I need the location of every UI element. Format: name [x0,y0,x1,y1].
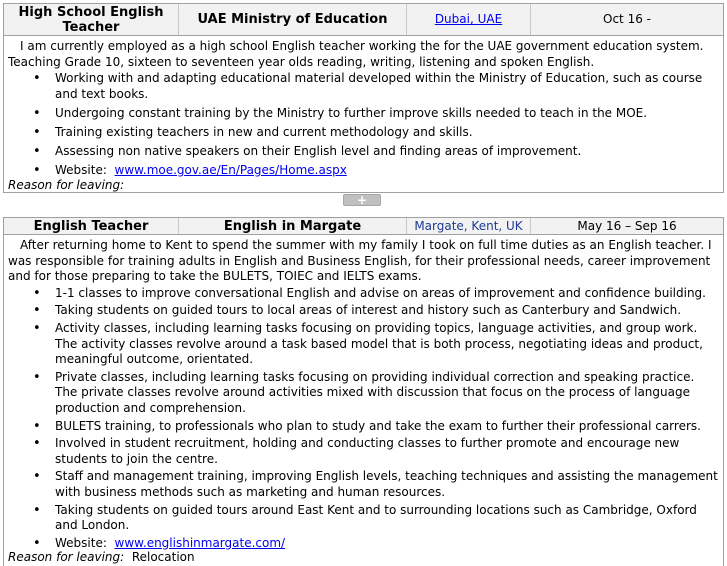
reason-label: Reason for leaving: [8,550,125,565]
duty-item: • Taking students on guided tours to local areas of interest and history such as Canterbury and Sandwich. [55,303,720,319]
duty-item: • Assessing non native speakers on their English level and finding areas of improvement. [55,144,720,160]
duty-item: • Training existing teachers in new and current methodology and skills. [55,125,720,141]
job-header [4,4,723,36]
reason-line [8,178,720,194]
job-dates: May 16 – Sep 16 [577,218,677,233]
job-entry [3,217,724,566]
website-label: Website: [55,163,107,178]
plus-icon: + [356,193,368,207]
duty-list [8,286,720,552]
website-label: Website: [55,535,107,550]
job-location: Margate, Kent, UK [407,218,531,234]
job-intro: After returning home to Kent to spend the summer with my family I took on full time duties as an English teacher. I was responsible for training adults in English and Business English, for their professional needs, career improvement and for those preparing to take the BULETS, TOIEC and IELTS exams. [8,238,712,284]
add-entry-button[interactable] [343,194,381,206]
duty-item: • Involved in student recruitment, holding and conducting classes to further promote and encourage new students to join the centre. [55,436,720,467]
duty-item: • 1-1 classes to improve conversational English and advise on areas of improvement and confidence building. [55,286,720,302]
duty-list [8,71,720,179]
job-title: English Teacher [4,218,179,234]
job-intro: I am currently employed as a high school English teacher working the for the UAE government education system. Teaching Grade 10, sixteen to seventeen year olds reading, writing, listening and spoken English. [8,39,704,69]
reason-label: Reason for leaving: [8,178,125,193]
duty-item: • Undergoing constant training by the Ministry to further improve skills needed to teach in the MOE. [55,106,720,122]
website-link[interactable]: www.englishinmargate.com/ [114,535,286,550]
duty-item: • Taking students on guided tours around East Kent and to surrounding locations such as Cambridge, Oxford and London. [55,503,720,534]
job-dates: Oct 16 - [603,12,651,26]
job-title: High School English Teacher [4,4,179,35]
duty-item: • Staff and management training, improving English levels, teaching techniques and assisting the management with business methods such as marketing and human resources. [55,469,720,500]
duty-item: • Activity classes, including learning tasks focusing on providing topics, language activities, and group work. The activity classes revolve around a task based model that is both process, negotiating ideas and product, meaningful outcome, orientated. [55,321,720,368]
job-header [4,218,723,235]
reason-value: Relocation [131,550,195,565]
website-link[interactable]: www.moe.gov.ae/En/Pages/Home.aspx [114,163,347,178]
duty-item: • BULETS training, to professionals who plan to study and take the exam to further their professional carrers. [55,419,720,435]
job-entry [3,3,724,193]
website-line [55,163,720,179]
job-description[interactable] [4,36,723,194]
job-location[interactable]: Dubai, UAE [434,12,503,26]
job-description[interactable] [4,235,723,566]
website-line [55,536,720,552]
job-location-link[interactable] [407,4,531,35]
employer-name: UAE Ministry of Education [179,4,407,35]
reason-line [8,550,720,566]
duty-item: • Working with and adapting educational material developed within the Ministry of Education, such as course and text books. [55,71,720,102]
employer-name: English in Margate [179,218,407,234]
duty-item: • Private classes, including learning tasks focusing on providing individual correction and speaking practice. The private classes revolve around activities mixed with discussion that focus on the process of language production and comprehension. [55,370,720,417]
